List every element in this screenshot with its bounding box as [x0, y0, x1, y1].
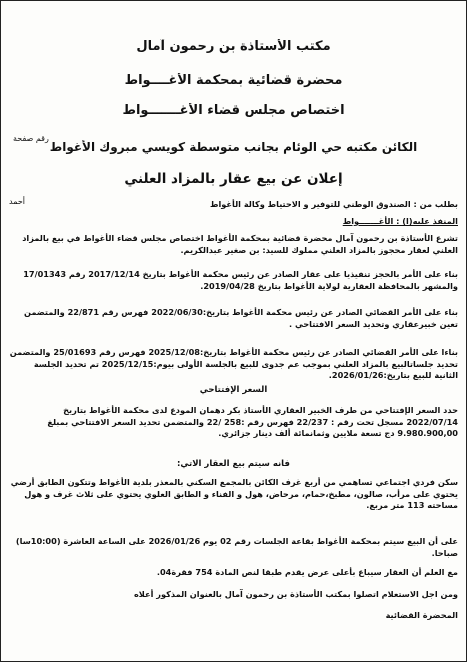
property-text: سكن فردي اجتماعي تساهمي من أربع غرف الكائن بالمجمع السكني بالمعذر بلدية الأغواط وتتكون الطابق أرضي يحتوي على مرأب، صالون، مطبخ،حمام، مرحاض، هول و الفناء و الطابق العلوي يحتوي على ثلاث غرف و هول مساحته 113 متر مربع. — [10, 477, 458, 511]
paragraph-2: بناء على الأمر بالحجز تنفيذيا على عقار الصادر عن رئيس محكمة الأغواط بتاريخ 2017/12/14 رقم 17/01343 والمشهر بالمحافظة العقارية لولاية الأغواط بتاريخ 2019/04/28. — [23, 269, 458, 291]
debtor-line: المنفذ عليه(ا) : الأغـــــــواط — [342, 216, 458, 226]
award-rule: مع العلم أن العقار سيباع بأعلى عرض يقدم طبقا لنص المادة 754 فقرة04. — [156, 567, 458, 577]
paragraph-1: تشرع الأستاذة بن رحمون آمال محضرة قضائية بمحكمة الأغواط اختصاص مجلس قضاء الأغواط في بيع بالمزاد العلني لعقار محجوز بالمزاد العلني مملوك للسيد: بن صغير عبدالكريم. — [22, 233, 458, 255]
contact-line: ومن اجل الاستعلام اتصلوا بمكتب الأستاذة بن رحمون آمال بالعنوان المذكور أعلاه — [133, 589, 458, 599]
jurisdiction: اختصاص مجلس قضاء الأغـــــــواط — [122, 103, 345, 118]
property-heading: فانه سيتم بيع العقار الاتي: — [177, 459, 290, 469]
sale-time: على أن البيع سيتم بمحكمة الأغواط بقاعة الجلسات رقم 02 يوم 2026/01/26 على الساعة العاشرة (10:00سا) صباحا. — [15, 536, 458, 558]
price-heading: السعر الإفتتاحي — [199, 385, 268, 395]
ref-label: رقم صفحة — [13, 134, 49, 143]
office-name: مكتب الأستاذة بن رحمون آمال — [136, 39, 331, 54]
signature: المحضرة القضائية — [385, 610, 458, 620]
ref-number: أحمد — [9, 197, 25, 206]
paragraph-3: بناء على الأمر القضائي الصادر عن رئيس محكمة الأغواط بتاريخ:2022/06/30 فهرس رقم 22/871 والمتضمن تعين خبيرعقاري وتحديد السعر الافتتاحي . — [23, 307, 458, 329]
page-ref — [13, 134, 49, 143]
notice-title: إعلان عن بيع عقار بالمزاد العلني — [124, 171, 343, 187]
claimant-line: بطلب من : الصندوق الوطني للتوفير و الاحتياط وكالة الأغواط — [209, 199, 458, 209]
paragraph-4: بناءا على الأمر القضائي الصادر عن رئيس محكمة الأغواط بتاريخ:2025/12/08 فهرس رقم 25/01693 والمتضمن تحديد جلساتالبيع بالمزاد العلني بموجب عم جدوى للبيع بالجلسة الأولى بيوم:2025/12/15 تم تحديد الجلسة الثانية للبيع بتاريخ:2026/01/26. — [9, 347, 458, 381]
office-address: الكائن مكتبه حي الوئام بجانب متوسطة كويسي مبروك الأغواط — [49, 140, 418, 154]
price-text: حدد السعر الإفتتاحي من طرف الخبير العقاري الأستاذ بكر دهمان المودع لدى محكمة الأغواط بتاريخ 2022/07/14 مسجل تحت رقم : 22/237 فهرس رقم :258 /22 والمتضمن تحديد السعر الافتتاحي بمبلغ 9.980.900,00 دج تسعة ملايين وثمانمائة ألف دينار جزائري. — [47, 405, 458, 439]
bailiff-title: محضرة قضائية بمحكمة الأغــــواط — [124, 73, 343, 88]
